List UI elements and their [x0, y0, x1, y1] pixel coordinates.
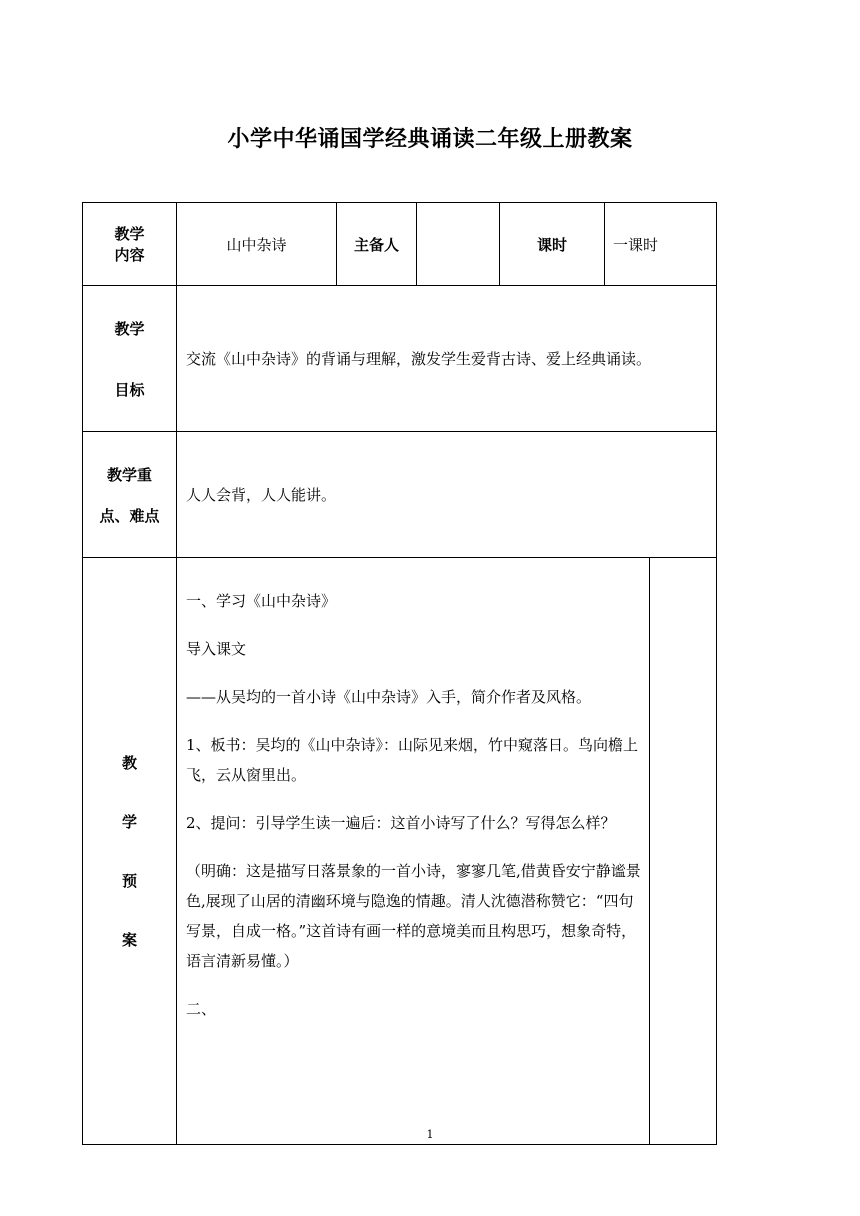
teaching-content-label [83, 203, 177, 286]
key-points-row [83, 432, 717, 558]
teaching-goal-text: 交流《山中杂诗》的背诵与理解，激发学生爱背古诗、爱上经典诵读。 [177, 286, 717, 432]
teaching-goal-label [83, 286, 177, 432]
preparer-value [417, 203, 500, 286]
plan-paragraph: 一、学习《山中杂诗》 [186, 592, 337, 610]
key-points-label [83, 432, 177, 558]
teaching-plan-content [177, 558, 650, 1145]
key-points-text: 人人会背，人人能讲。 [177, 432, 717, 558]
preparer-label: 主备人 [337, 203, 417, 286]
header-row [83, 203, 717, 286]
plan-paragraph: （明确：这是描写日落景象的一首小诗，寥寥几笔,借黄昏安宁静谧景色,展现了山居的清幽环境与隐逸的情趣。清人沈德潜称赞它：“四句写景，自成一格。”这首诗有画一样的意境美而且构思巧，想象奇特，语言清新易懂。） [186, 862, 641, 970]
teaching-plan-notes-cell [650, 558, 717, 1145]
page-number: 1 [426, 1128, 434, 1141]
teaching-plan-label [83, 558, 177, 1145]
teaching-goal-label-line1: 教学 [114, 319, 145, 338]
class-period-label: 课时 [500, 203, 605, 286]
key-points-label-line2: 点、难点 [99, 506, 160, 525]
plan-paragraph: 2、提问：引导学生读一遍后：这首小诗写了什么？写得怎么样？ [186, 814, 616, 832]
teaching-plan-label-char: 教 [121, 754, 137, 772]
document-title: 小学中华诵国学经典诵读二年级上册教案 [227, 127, 633, 152]
teaching-goal-row [83, 286, 717, 432]
teaching-plan-label-char: 学 [121, 813, 137, 831]
teaching-plan-row [83, 558, 717, 1145]
teaching-goal-label-line2: 目标 [114, 380, 145, 399]
plan-paragraph: 1、板书：吴均的《山中杂诗》：山际见来烟，竹中窥落日。鸟向檐上飞，云从窗里出。 [186, 736, 639, 784]
key-points-label-line1: 教学重 [106, 465, 152, 484]
teaching-content-value: 山中杂诗 [177, 203, 337, 286]
teaching-plan-label-char: 案 [121, 931, 137, 949]
teaching-content-label-line2: 内容 [114, 246, 145, 264]
plan-paragraph: ——从吴均的一首小诗《山中杂诗》入手，简介作者及风格。 [186, 688, 592, 706]
teaching-plan-label-char: 预 [121, 872, 137, 890]
lesson-plan-table [82, 202, 717, 1145]
plan-paragraph: 导入课文 [186, 640, 247, 658]
plan-paragraph: 二、 [186, 1000, 217, 1018]
teaching-content-label-line1: 教学 [114, 225, 145, 243]
class-period-value: 一课时 [605, 203, 717, 286]
